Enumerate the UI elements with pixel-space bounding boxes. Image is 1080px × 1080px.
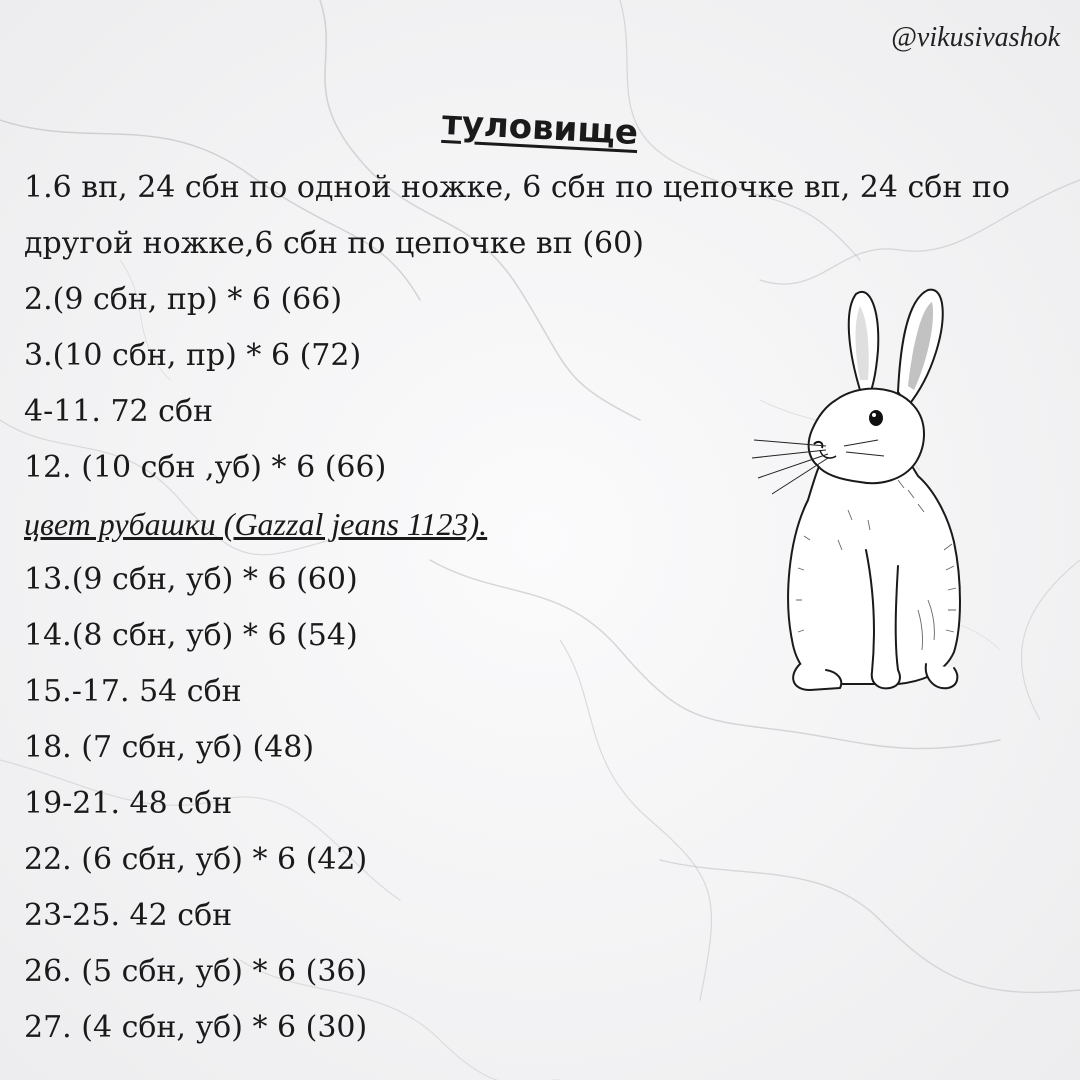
- pattern-row: 18. (7 сбн, уб) (48): [24, 730, 315, 765]
- pattern-row: 27. (4 сбн, уб) * 6 (30): [24, 1010, 368, 1045]
- pattern-row: 14.(8 сбн, уб) * 6 (54): [24, 618, 358, 653]
- pattern-row: 19-21. 48 сбн: [24, 786, 233, 821]
- pattern-row: другой ножке,6 сбн по цепочке вп (60): [24, 226, 644, 261]
- author-handle: @vikusivashok: [891, 22, 1060, 53]
- pattern-row: 4-11. 72 сбн: [24, 394, 214, 429]
- pattern-row: 22. (6 сбн, уб) * 6 (42): [24, 842, 368, 877]
- pattern-row: 1.6 вп, 24 сбн по одной ножке, 6 сбн по цепочке вп, 24 сбн по: [24, 170, 1010, 205]
- pattern-row: 2.(9 сбн, пр) * 6 (66): [24, 282, 343, 317]
- color-change-note: цвет рубашки (Gazzal jeans 1123).: [24, 506, 488, 542]
- pattern-row: 13.(9 сбн, уб) * 6 (60): [24, 562, 358, 597]
- pattern-row: 15.-17. 54 сбн: [24, 674, 242, 709]
- pattern-row: 3.(10 сбн, пр) * 6 (72): [24, 338, 362, 373]
- section-title: [300, 102, 780, 154]
- pattern-row: 26. (5 сбн, уб) * 6 (36): [24, 954, 368, 989]
- pattern-row: 12. (10 сбн ,уб) * 6 (66): [24, 450, 387, 485]
- pattern-row: 23-25. 42 сбн: [24, 898, 233, 933]
- section-title-text: туловище: [441, 102, 639, 154]
- rabbit-illustration: [748, 280, 978, 700]
